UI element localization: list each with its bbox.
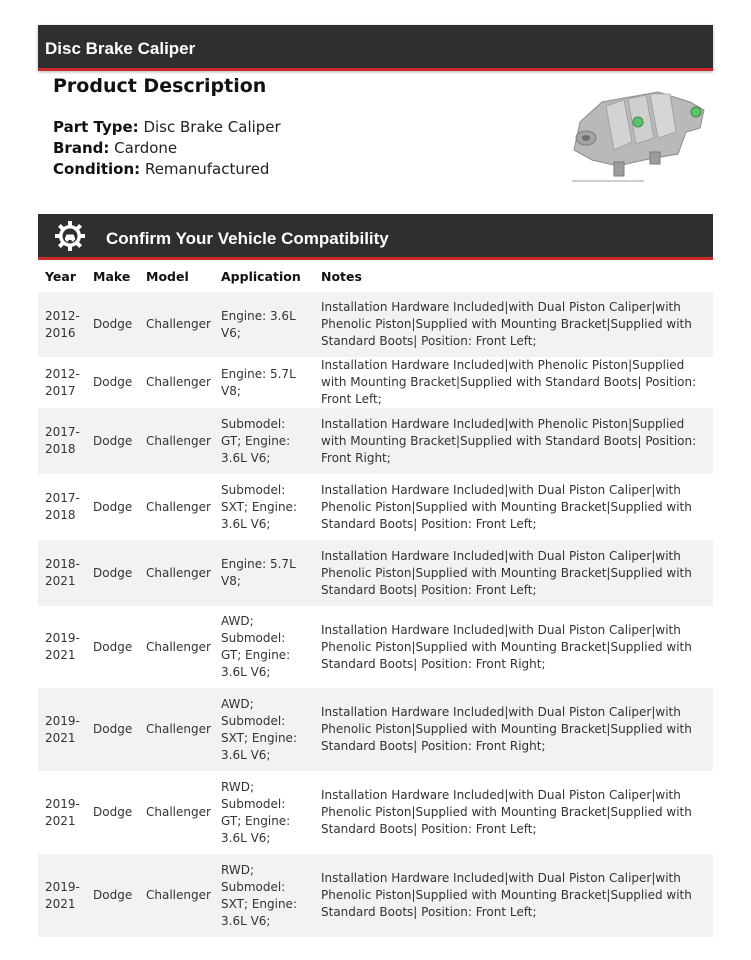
cell-model: Challenger xyxy=(146,639,211,654)
cell-make: Dodge xyxy=(93,888,133,902)
cell-make: Dodge xyxy=(93,722,133,736)
product-description-heading: Product Description xyxy=(53,75,267,97)
table-row xyxy=(38,408,713,474)
column-header-application: Application xyxy=(221,268,301,284)
cell-notes: Installation Hardware Included|with Phenolic Piston|Supplied with Mounting Bracket|Supplied with Standard Boots| Position: Front Left; xyxy=(321,358,697,406)
cell-make: Dodge xyxy=(93,433,133,448)
cell-application: Submodel: GT; Engine: 3.6L V6; xyxy=(221,416,291,465)
cell-application: RWD; Submodel: GT; Engine: 3.6L V6; xyxy=(221,779,291,845)
cell-year: 2017-2018 xyxy=(45,491,80,522)
condition-value: Remanufactured xyxy=(144,160,270,178)
cell-model: Challenger xyxy=(146,805,211,819)
column-header-year: Year xyxy=(45,268,76,284)
cell-model: Challenger xyxy=(146,433,211,448)
cell-application: AWD; Submodel: GT; Engine: 3.6L V6; xyxy=(221,614,291,679)
column-header-make: Make xyxy=(93,268,131,284)
compatibility-table xyxy=(38,260,713,937)
table-row xyxy=(38,688,713,771)
cell-model: Challenger xyxy=(146,565,211,580)
compatibility-header xyxy=(38,214,713,260)
cell-application: Engine: 3.6L V6; xyxy=(221,308,296,340)
page-title: Disc Brake Caliper xyxy=(45,39,196,58)
brand-label: Brand: xyxy=(53,139,110,157)
cell-application: Engine: 5.7L V8; xyxy=(221,557,296,588)
cell-notes: Installation Hardware Included|with Dual Piston Caliper|with Phenolic Piston|Supplied with Mounting Bracket|Supplied with Standard Boots| Position: Front Right; xyxy=(321,622,692,671)
cell-year: 2019-2021 xyxy=(45,713,80,745)
cell-make: Dodge xyxy=(93,639,133,654)
cell-make: Dodge xyxy=(93,375,133,389)
cell-notes: Installation Hardware Included|with Dual Piston Caliper|with Phenolic Piston|Supplied with Mounting Bracket|Supplied with Standard Boots| Position: Front Left; xyxy=(321,548,692,597)
brand-value: Cardone xyxy=(114,139,178,157)
cell-make: Dodge xyxy=(93,317,133,331)
product-image xyxy=(566,82,712,186)
column-header-notes: Notes xyxy=(321,268,362,284)
cell-model: Challenger xyxy=(146,375,211,389)
cell-model: Challenger xyxy=(146,722,211,736)
cell-make: Dodge xyxy=(93,565,133,580)
cell-year: 2012-2016 xyxy=(45,308,80,340)
table-row xyxy=(38,771,713,854)
cell-notes: Installation Hardware Included|with Dual Piston Caliper|with Phenolic Piston|Supplied with Mounting Bracket|Supplied with Standard Boots| Position: Front Left; xyxy=(321,482,692,531)
column-header-model: Model xyxy=(146,268,189,284)
part-type-row xyxy=(53,118,281,136)
table-row xyxy=(38,357,713,408)
cell-year: 2019-2021 xyxy=(45,879,80,911)
cell-notes: Installation Hardware Included|with Dual Piston Caliper|with Phenolic Piston|Supplied with Mounting Bracket|Supplied with Standard Boots| Position: Front Right; xyxy=(321,705,692,753)
condition-label: Condition: xyxy=(53,160,141,178)
table-row xyxy=(38,474,713,540)
cell-make: Dodge xyxy=(93,805,133,819)
table-row xyxy=(38,540,713,606)
cell-application: AWD; Submodel: SXT; Engine: 3.6L V6; xyxy=(221,696,297,762)
cell-application: Engine: 5.7L V8; xyxy=(221,366,296,398)
cell-notes: Installation Hardware Included|with Dual Piston Caliper|with Phenolic Piston|Supplied with Mounting Bracket|Supplied with Standard Boots| Position: Front Left; xyxy=(321,871,692,919)
cell-model: Challenger xyxy=(146,499,211,514)
cell-application: RWD; Submodel: SXT; Engine: 3.6L V6; xyxy=(221,862,297,928)
cell-model: Challenger xyxy=(146,888,211,902)
table-header-row xyxy=(38,260,713,292)
condition-row xyxy=(53,160,269,178)
cell-make: Dodge xyxy=(93,499,133,514)
cell-model: Challenger xyxy=(146,317,211,331)
cell-application: Submodel: SXT; Engine: 3.6L V6; xyxy=(221,482,297,531)
table-row xyxy=(38,854,713,937)
cell-notes: Installation Hardware Included|with Dual Piston Caliper|with Phenolic Piston|Supplied with Mounting Bracket|Supplied with Standard Boots| Position: Front Left; xyxy=(321,788,692,836)
part-type-value: Disc Brake Caliper xyxy=(143,118,281,136)
part-type-label: Part Type: xyxy=(53,118,139,136)
gear-car-icon xyxy=(54,220,86,252)
cell-notes: Installation Hardware Included|with Phenolic Piston|Supplied with Mounting Bracket|Supplied with Standard Boots| Position: Front Right; xyxy=(321,416,697,465)
compatibility-title: Confirm Your Vehicle Compatibility xyxy=(106,229,389,248)
cell-notes: Installation Hardware Included|with Dual Piston Caliper|with Phenolic Piston|Supplied with Mounting Bracket|Supplied with Standard Boots| Position: Front Left; xyxy=(321,300,692,348)
cell-year: 2017-2018 xyxy=(45,425,80,456)
cell-year: 2012-2017 xyxy=(45,366,80,398)
cell-year: 2018-2021 xyxy=(45,557,80,588)
table-row xyxy=(38,606,713,688)
cell-year: 2019-2021 xyxy=(45,796,80,828)
cell-year: 2019-2021 xyxy=(45,631,80,662)
table-row xyxy=(38,292,713,357)
page-title-bar xyxy=(38,25,713,71)
brand-row xyxy=(53,139,177,157)
